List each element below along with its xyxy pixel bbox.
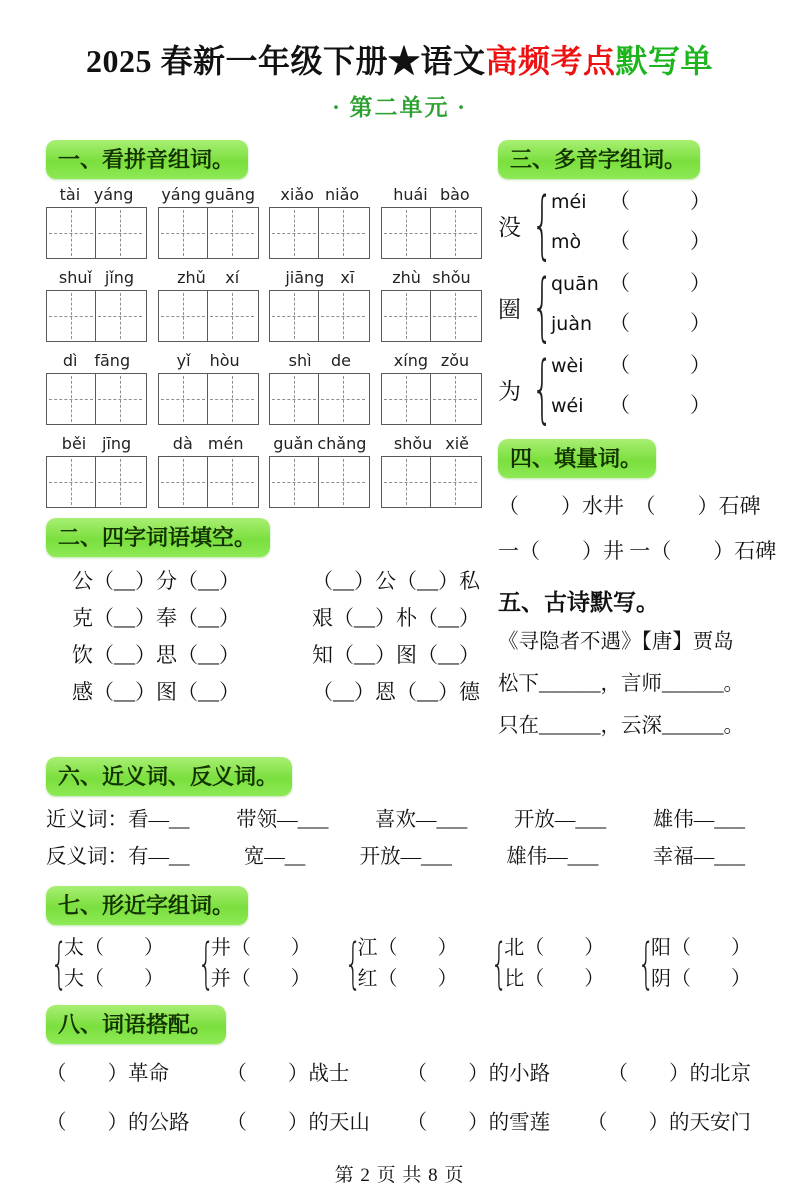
- close-paren: ）: [690, 353, 711, 377]
- collocation-item: （ ）的公路: [46, 1112, 190, 1134]
- pinyin-word-group: [381, 185, 482, 259]
- brace-icon: {: [197, 932, 215, 995]
- title-highlight-red: 高频考点: [485, 43, 616, 79]
- section-4-header: 四、填量词。: [498, 439, 656, 478]
- polyphone-character: 没: [498, 214, 521, 240]
- pinyin-syllable: dà: [172, 434, 193, 453]
- writing-grid: [158, 290, 259, 342]
- writing-cell: [95, 374, 144, 424]
- pinyin-syllable: de: [330, 351, 351, 370]
- writing-cell: [207, 457, 256, 507]
- pinyin-syllable: shuǐ: [58, 268, 92, 287]
- writing-grid: [381, 373, 482, 425]
- writing-grid: [269, 290, 370, 342]
- antonym-item: 宽—__: [243, 846, 306, 868]
- writing-cell: [47, 457, 95, 507]
- writing-cell: [207, 291, 256, 341]
- collocation-item: （ ）的天安门: [586, 1112, 751, 1134]
- pinyin-word-group: [381, 351, 482, 425]
- pinyin-syllable: fāng: [94, 351, 131, 370]
- left-column: [46, 130, 484, 747]
- brace-icon: {: [490, 932, 508, 995]
- pair-char: 大: [64, 968, 84, 990]
- writing-cell: [270, 374, 318, 424]
- pair-char: 比: [504, 968, 525, 990]
- writing-cell: [270, 208, 318, 258]
- section-6-header: 六、近义词、反义词。: [46, 757, 292, 796]
- pinyin-syllable: jīng: [102, 434, 132, 453]
- pinyin-row: [46, 434, 482, 508]
- open-paren: （: [609, 189, 630, 213]
- pinyin-syllable: guāng: [204, 185, 255, 204]
- collocation-item: （ ）的天山: [226, 1112, 370, 1134]
- close-paren: ）: [690, 271, 711, 295]
- writing-grid: [158, 207, 259, 259]
- pair-char: 北: [504, 937, 525, 959]
- answer-blank: （ ）: [524, 937, 605, 959]
- synonym-item: 带领—___: [236, 809, 329, 831]
- writing-cell: [430, 457, 479, 507]
- title-highlight-green: 默写单: [615, 43, 714, 79]
- synonym-item: 开放—___: [513, 809, 607, 831]
- idiom-row: [46, 600, 484, 637]
- writing-cell: [159, 291, 207, 341]
- writing-cell: [207, 208, 256, 258]
- collocation-item: （ ）的雪莲: [406, 1112, 551, 1134]
- idiom-blank: （__）恩（__）德: [312, 680, 480, 704]
- row-label: 近义词：: [46, 809, 128, 831]
- collocation-item: （ ）的北京: [607, 1063, 751, 1085]
- four-char-idiom-fill: [46, 563, 484, 711]
- char-pair: [340, 933, 458, 995]
- synonym-item: 看—__: [128, 809, 190, 831]
- pinyin-syllable: chǎng: [317, 434, 367, 453]
- answer-blank: （ ）: [671, 937, 751, 959]
- pair-char: 红: [357, 968, 378, 990]
- pinyin-syllable: jǐng: [104, 268, 135, 287]
- writing-grid: [381, 290, 482, 342]
- antonym-item: 雄伟—___: [506, 846, 599, 868]
- pinyin-syllable: shì: [288, 351, 312, 370]
- writing-grid: [158, 456, 259, 508]
- unit-subtitle: · 第二单元 ·: [332, 95, 467, 120]
- pinyin-syllable: jiāng: [285, 268, 325, 287]
- close-paren: ）: [690, 229, 711, 253]
- writing-grid: [46, 456, 147, 508]
- pinyin-word-group: [46, 185, 147, 259]
- pinyin-syllable: xiǎo: [280, 185, 314, 204]
- writing-cell: [430, 291, 479, 341]
- collocation-item: （ ）革命: [46, 1063, 169, 1085]
- pinyin-syllable: huái: [393, 185, 428, 204]
- writing-cell: [382, 457, 430, 507]
- answer-blank: （ ）: [377, 968, 458, 990]
- answer-blank: （ ）: [671, 968, 751, 990]
- brace-icon: {: [531, 264, 553, 350]
- idiom-row: [46, 674, 484, 711]
- writing-grid: [269, 456, 370, 508]
- answer-blank: （ ）: [230, 968, 311, 990]
- pair-char: 江: [357, 937, 378, 959]
- writing-cell: [47, 208, 95, 258]
- close-paren: ）: [690, 189, 711, 213]
- poem-fill-line: 只在______，云深______。: [498, 715, 744, 737]
- close-paren: ）: [690, 393, 711, 417]
- writing-cell: [159, 457, 207, 507]
- poem-title-line: 《寻隐者不遇》【唐】贾岛: [498, 631, 734, 653]
- writing-cell: [47, 291, 95, 341]
- synonym-item: 喜欢—___: [375, 809, 468, 831]
- measure-word-row: （ ）水井 （ ）石碑: [498, 494, 761, 518]
- pinyin-word-group: [269, 268, 370, 342]
- pinyin-word-group: [158, 185, 259, 259]
- char-pair: [193, 933, 311, 995]
- writing-grid: [269, 373, 370, 425]
- writing-cell: [382, 291, 430, 341]
- brace-icon: {: [637, 932, 655, 995]
- writing-cell: [159, 374, 207, 424]
- char-pair: [46, 933, 164, 995]
- writing-grid: [269, 207, 370, 259]
- page-title: [46, 36, 753, 82]
- idiom-blank: （__）公（__）私: [312, 569, 480, 593]
- writing-cell: [270, 457, 318, 507]
- pinyin-reading: quān: [551, 273, 599, 295]
- pair-char: 阴: [651, 968, 671, 990]
- writing-cell: [95, 291, 144, 341]
- pinyin-syllable: yáng: [161, 185, 201, 204]
- close-paren: ）: [690, 311, 711, 335]
- pinyin-syllable: guǎn: [273, 434, 314, 453]
- idiom-blank: 艰（__）朴（__）: [312, 606, 480, 630]
- section-7-header: 七、形近字组词。: [46, 886, 248, 925]
- pinyin-reading: wèi: [551, 355, 584, 377]
- section-1-header: 一、看拼音组词。: [46, 140, 248, 179]
- writing-cell: [382, 374, 430, 424]
- idiom-row: [46, 637, 484, 674]
- brace-icon: {: [531, 182, 553, 268]
- writing-grid: [158, 373, 259, 425]
- writing-cell: [270, 291, 318, 341]
- pinyin-row: [46, 268, 482, 342]
- polyphone-character: 为: [498, 378, 521, 404]
- pinyin-syllable: bào: [439, 185, 470, 204]
- pair-char: 阳: [651, 937, 671, 959]
- title-black: 2025 春新一年级下册★语文: [85, 43, 486, 79]
- writing-cell: [95, 208, 144, 258]
- pinyin-word-group: [381, 434, 482, 508]
- writing-cell: [318, 208, 367, 258]
- pinyin-syllable: xiě: [445, 434, 470, 453]
- pinyin-syllable: mén: [207, 434, 244, 453]
- pinyin-syllable: shǒu: [393, 434, 433, 453]
- idiom-row: [46, 563, 484, 600]
- writing-cell: [382, 208, 430, 258]
- writing-cell: [207, 374, 256, 424]
- similar-char-row: [46, 933, 753, 995]
- writing-cell: [318, 374, 367, 424]
- pinyin-syllable: xíng: [393, 351, 428, 370]
- poem-fill-line: 松下______，言师______。: [498, 673, 744, 695]
- pinyin-syllable: zhǔ: [177, 268, 206, 287]
- idiom-blank: 公（__）分（__）: [72, 569, 240, 593]
- pinyin-word-group: [269, 434, 370, 508]
- measure-word-row: 一（ ）井 一（ ）石碑: [498, 539, 777, 563]
- pinyin-syllable: dì: [62, 351, 78, 370]
- two-column-body: [46, 130, 777, 747]
- pinyin-word-group: [269, 185, 370, 259]
- idiom-blank: 感（__）图（__）: [72, 680, 240, 704]
- antonym-item: 有—__: [128, 846, 190, 868]
- section-5-header: 五、古诗默写。: [498, 590, 659, 615]
- char-pair: [486, 933, 604, 995]
- page-number-footer: 第 2 页 共 8 页: [334, 1165, 465, 1186]
- antonym-item: 开放—___: [359, 846, 452, 868]
- pinyin-syllable: niǎo: [325, 185, 360, 204]
- pinyin-syllable: zhù: [392, 268, 421, 287]
- pinyin-syllable: hòu: [209, 351, 240, 370]
- pinyin-syllable: běi: [61, 434, 87, 453]
- synonym-row: [46, 802, 753, 839]
- section-3-header: 三、多音字组词。: [498, 140, 700, 179]
- collocation-row: [46, 1050, 753, 1099]
- collocation-row: [46, 1099, 753, 1148]
- char-pair: [633, 933, 751, 995]
- writing-grid: [46, 290, 147, 342]
- polyphone-item: [498, 264, 753, 350]
- idiom-blank: 克（__）奉（__）: [72, 606, 240, 630]
- polyphone-item: [498, 346, 753, 432]
- open-paren: （: [609, 229, 630, 253]
- pinyin-row: [46, 351, 482, 425]
- writing-cell: [430, 208, 479, 258]
- open-paren: （: [609, 353, 630, 377]
- synonym-item: 雄伟—___: [652, 809, 745, 831]
- pair-char: 并: [210, 968, 231, 990]
- writing-grid: [46, 207, 147, 259]
- answer-blank: （ ）: [84, 937, 164, 959]
- pinyin-word-group: [46, 268, 147, 342]
- right-column: [498, 130, 777, 747]
- row-label: 反义词：: [46, 846, 128, 868]
- answer-blank: （ ）: [84, 968, 164, 990]
- writing-cell: [430, 374, 479, 424]
- pinyin-syllable: xī: [340, 268, 355, 287]
- writing-cell: [95, 457, 144, 507]
- writing-cell: [318, 291, 367, 341]
- pinyin-word-group: [158, 351, 259, 425]
- collocation-item: （ ）战士: [226, 1063, 350, 1085]
- answer-blank: （ ）: [524, 968, 605, 990]
- writing-cell: [318, 457, 367, 507]
- pair-char: 太: [64, 937, 84, 959]
- idiom-blank: 饮（__）思（__）: [72, 643, 240, 667]
- pinyin-word-group: [269, 351, 370, 425]
- open-paren: （: [609, 271, 630, 295]
- pinyin-word-group: [158, 268, 259, 342]
- section-2-header: 二、四字词语填空。: [46, 518, 270, 557]
- antonym-row: [46, 839, 753, 876]
- brace-icon: {: [50, 932, 68, 995]
- idiom-blank: 知（__）图（__）: [312, 643, 480, 667]
- brace-icon: {: [531, 346, 553, 432]
- pinyin-word-group: [46, 434, 147, 508]
- pinyin-syllable: shǒu: [432, 268, 471, 287]
- brace-icon: {: [344, 932, 362, 995]
- pinyin-word-group: [46, 351, 147, 425]
- pinyin-syllable: zǒu: [440, 351, 470, 370]
- writing-cell: [159, 208, 207, 258]
- open-paren: （: [609, 393, 630, 417]
- section-8-header: 八、词语搭配。: [46, 1005, 226, 1044]
- pinyin-reading: wéi: [551, 395, 584, 417]
- pinyin-syllable: tài: [59, 185, 81, 204]
- answer-blank: （ ）: [377, 937, 458, 959]
- pinyin-word-group: [158, 434, 259, 508]
- pinyin-syllable: yáng: [93, 185, 134, 204]
- writing-grid: [381, 207, 482, 259]
- writing-grid: [46, 373, 147, 425]
- pinyin-word-group: [381, 268, 482, 342]
- pinyin-reading: juàn: [551, 313, 593, 335]
- pair-char: 井: [210, 937, 231, 959]
- pinyin-reading: méi: [551, 191, 587, 213]
- pinyin-syllable: xí: [225, 268, 240, 287]
- answer-blank: （ ）: [230, 937, 311, 959]
- open-paren: （: [609, 311, 630, 335]
- antonym-item: 幸福—___: [652, 846, 745, 868]
- writing-grid: [381, 456, 482, 508]
- writing-cell: [47, 374, 95, 424]
- pinyin-reading: mò: [551, 231, 582, 253]
- pinyin-row: [46, 185, 482, 259]
- polyphone-item: [498, 182, 753, 268]
- polyphone-character: 圈: [498, 296, 521, 322]
- pinyin-syllable: yǐ: [176, 351, 191, 370]
- collocation-item: （ ）的小路: [406, 1063, 551, 1085]
